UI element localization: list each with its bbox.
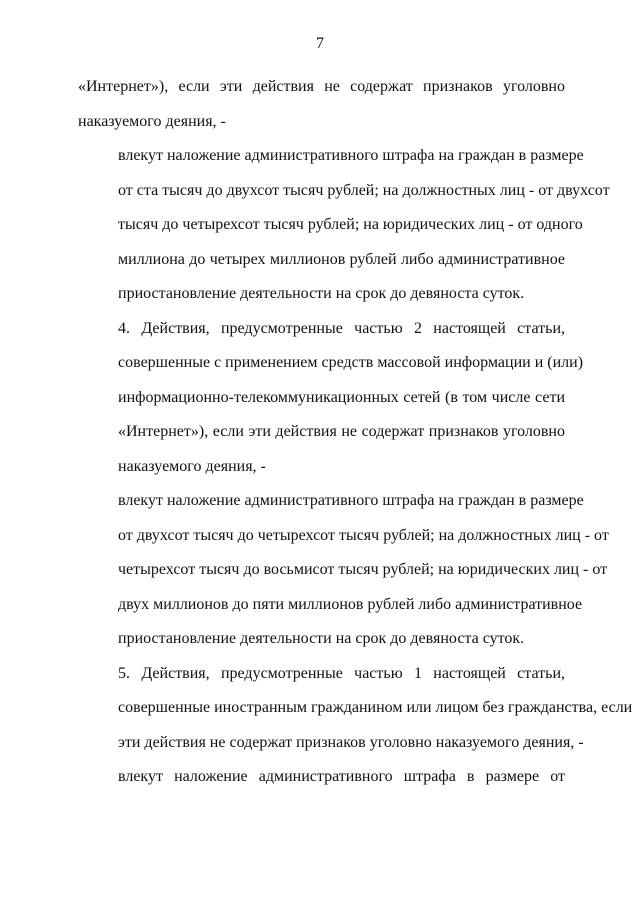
paragraph <box>78 70 565 139</box>
text-line: тысяч до четырехсот тысяч рублей; на юридических лиц - от одного <box>118 216 583 233</box>
text-line: влекут наложение административного штрафа на граждан в размере <box>118 492 584 509</box>
paragraph <box>78 657 633 761</box>
text-line: 5. Действия, предусмотренные частью 1 настоящей статьи, <box>118 664 565 682</box>
text-line: наказуемого деяния, - <box>118 457 266 475</box>
text-line: влекут наложение административного штрафа на граждан в размере <box>118 147 584 164</box>
paragraph <box>78 484 609 657</box>
text-line: приостановление деятельности на срок до девяноста суток. <box>118 285 525 302</box>
text-line: «Интернет»), если эти действия не содержат признаков уголовно <box>118 423 565 440</box>
text-line: эти действия не содержат признаков уголовно наказуемого деяния, - <box>118 733 584 751</box>
text-line: наказуемого деяния, - <box>78 112 226 130</box>
text-line: совершенные с применением средств массовой информации и (или) <box>118 354 584 371</box>
text-line: совершенные иностранным гражданином или лицом без гражданства, если <box>118 699 633 716</box>
text-line: четырехсот тысяч до восьмисот тысяч рублей; на юридических лиц - от <box>118 561 608 578</box>
text-line: двух миллионов до пяти миллионов рублей либо административное <box>118 595 583 613</box>
text-line: «Интернет»), если эти действия не содержат признаков уголовно <box>78 78 565 95</box>
text-line: 4. Действия, предусмотренные частью 2 настоящей статьи, <box>118 319 565 337</box>
text-line: информационно-телекоммуникационных сетей (в том числе сети <box>118 388 565 406</box>
text-line: влекут наложение административного штрафа в размере от <box>118 768 565 785</box>
document-body <box>78 70 633 795</box>
paragraph <box>78 312 584 485</box>
paragraph <box>78 139 610 312</box>
text-line: от двухсот тысяч до четырехсот тысяч рублей; на должностных лиц - от <box>118 526 609 544</box>
text-line: миллиона до четырех миллионов рублей либо административное <box>118 250 565 268</box>
text-line: приостановление деятельности на срок до девяноста суток. <box>118 630 525 647</box>
paragraph <box>78 760 565 795</box>
text-line: от ста тысяч до двухсот тысяч рублей; на должностных лиц - от двухсот <box>118 181 610 199</box>
page-number: 7 <box>316 35 324 52</box>
